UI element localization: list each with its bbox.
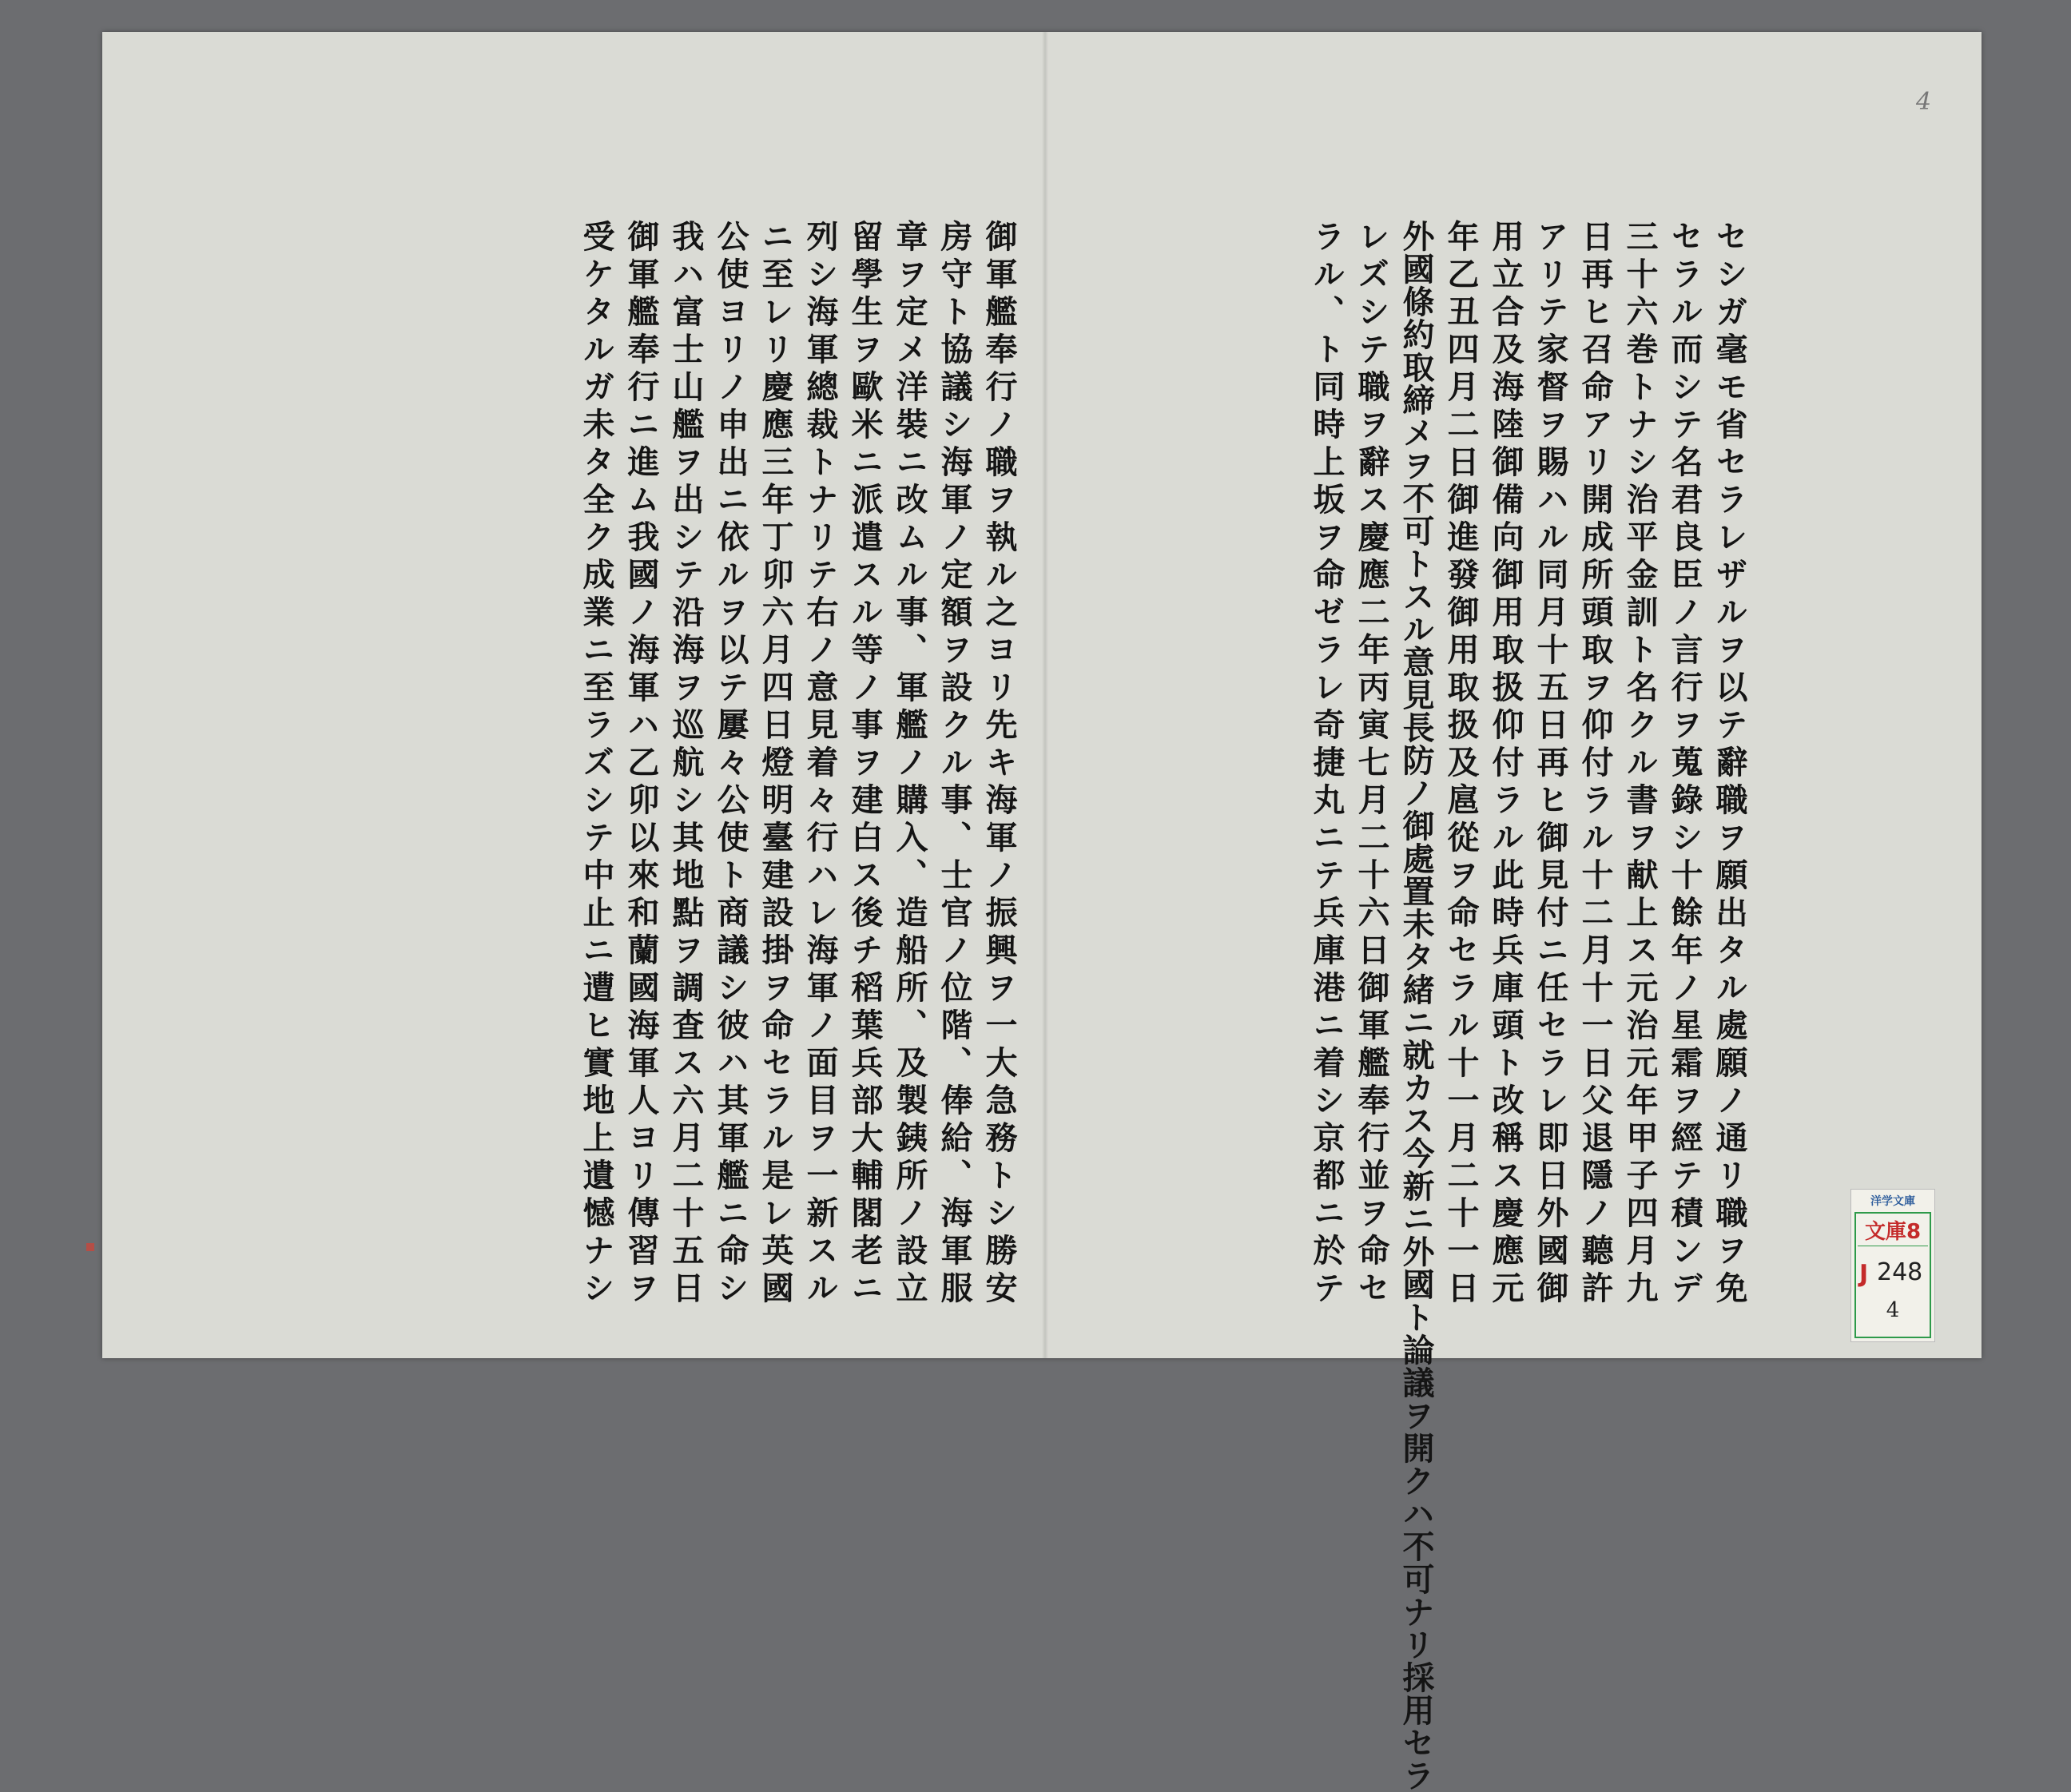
library-label [1850,1189,1935,1342]
text-column-19: 御軍艦奉行ニ進ム我國ノ海軍ハ乙卯以來和蘭國海軍人ヨリ傳習ヲ [622,220,660,1309]
text-column-13: 章ヲ定メ洋裝ニ改ムル事、軍艦ノ購入、造船所、及製銕所ノ設立 [891,220,928,1309]
text-column-15: 列シ海軍總裁トナリテ右ノ意見着々行ハレ海軍ノ面目ヲ一新スル [801,220,839,1309]
text-column-1: セシガ毫モ省セラレザルヲ以テ辭職ヲ願出タル處願ノ通リ職ヲ免 [1711,220,1748,1309]
label-volume: 4 [1886,1298,1900,1322]
label-code: 文庫8 [1858,1218,1928,1246]
text-column-8: 外國條約取締メヲ不可トスル意見長防ノ御處置未タ緒ニ就カス今新ニ外國ト論議ヲ開クハ不可ナリ採用セラ [1397,220,1435,1792]
label-number: 248 [1877,1258,1923,1286]
text-column-3: 三十六巻トナシ治平金訓ト名クル書ヲ献上ス元治元年甲子四月九 [1621,220,1659,1309]
text-column-7: 年乙丑四月二日御進發御用取扱及扈從ヲ命セラル十一月二十一日 [1442,220,1480,1309]
text-column-18: 我ハ富士山艦ヲ出シテ沿海ヲ巡航シ其地點ヲ調査ス六月二十五日 [667,220,705,1309]
red-seal-mark [86,1243,94,1251]
text-column-9: レズシテ職ヲ辭ス慶應二年丙寅七月二十六日御軍艦奉行並ヲ命セ [1353,220,1390,1309]
text-column-2: セラル而シテ名君良臣ノ言行ヲ蒐錄シ十餘年ノ星霜ヲ經テ積ンデ [1666,220,1703,1309]
text-column-14: 留學生ヲ歐米ニ派遣スル等ノ事ヲ建白ス後チ稻葉兵部大輔閣老ニ [846,220,884,1309]
center-fold [1042,32,1048,1358]
text-column-16: ニ至レリ慶應三年丁卯六月四日燈明臺建設掛ヲ命セラル是レ英國 [757,220,794,1309]
label-prefix: J [1859,1260,1869,1288]
text-column-5: アリテ家督ヲ賜ハル同月十五日再ヒ御見付ニ任セラレ即日外國御 [1532,220,1569,1309]
text-column-20: 受ケタルガ未タ全ク成業ニ至ラズシテ中止ニ遭ヒ實地上遺憾ナシ [578,220,615,1309]
label-header: 洋学文庫 [1870,1195,1915,1208]
pencil-page-mark: 4 [1916,88,1932,116]
text-column-12: 房守ト協議シ海軍ノ定額ヲ設クル事、士官ノ位階、俸給、海軍服 [936,220,973,1309]
text-column-4: 日再ヒ召命アリ開成所頭取ヲ仰付ラル十二月十一日父退隱ノ聽許 [1576,220,1614,1309]
text-column-6: 用立合及海陸御備向御用取扱仰付ラル此時兵庫頭ト改稱ス慶應元 [1487,220,1524,1309]
text-column-17: 公使ヨリノ申出ニ依ルヲ以テ屢々公使ト商議シ彼ハ其軍艦ニ命シ [712,220,749,1309]
text-column-11: 御軍艦奉行ノ職ヲ執ル之ヨリ先キ海軍ノ振興ヲ一大急務トシ勝安 [980,220,1018,1309]
text-column-10: ラル、ト同時上坂ヲ命ゼラレ奇捷丸ニテ兵庫港ニ着シ京都ニ於テ [1308,220,1346,1309]
document-sheet [102,32,1982,1792]
